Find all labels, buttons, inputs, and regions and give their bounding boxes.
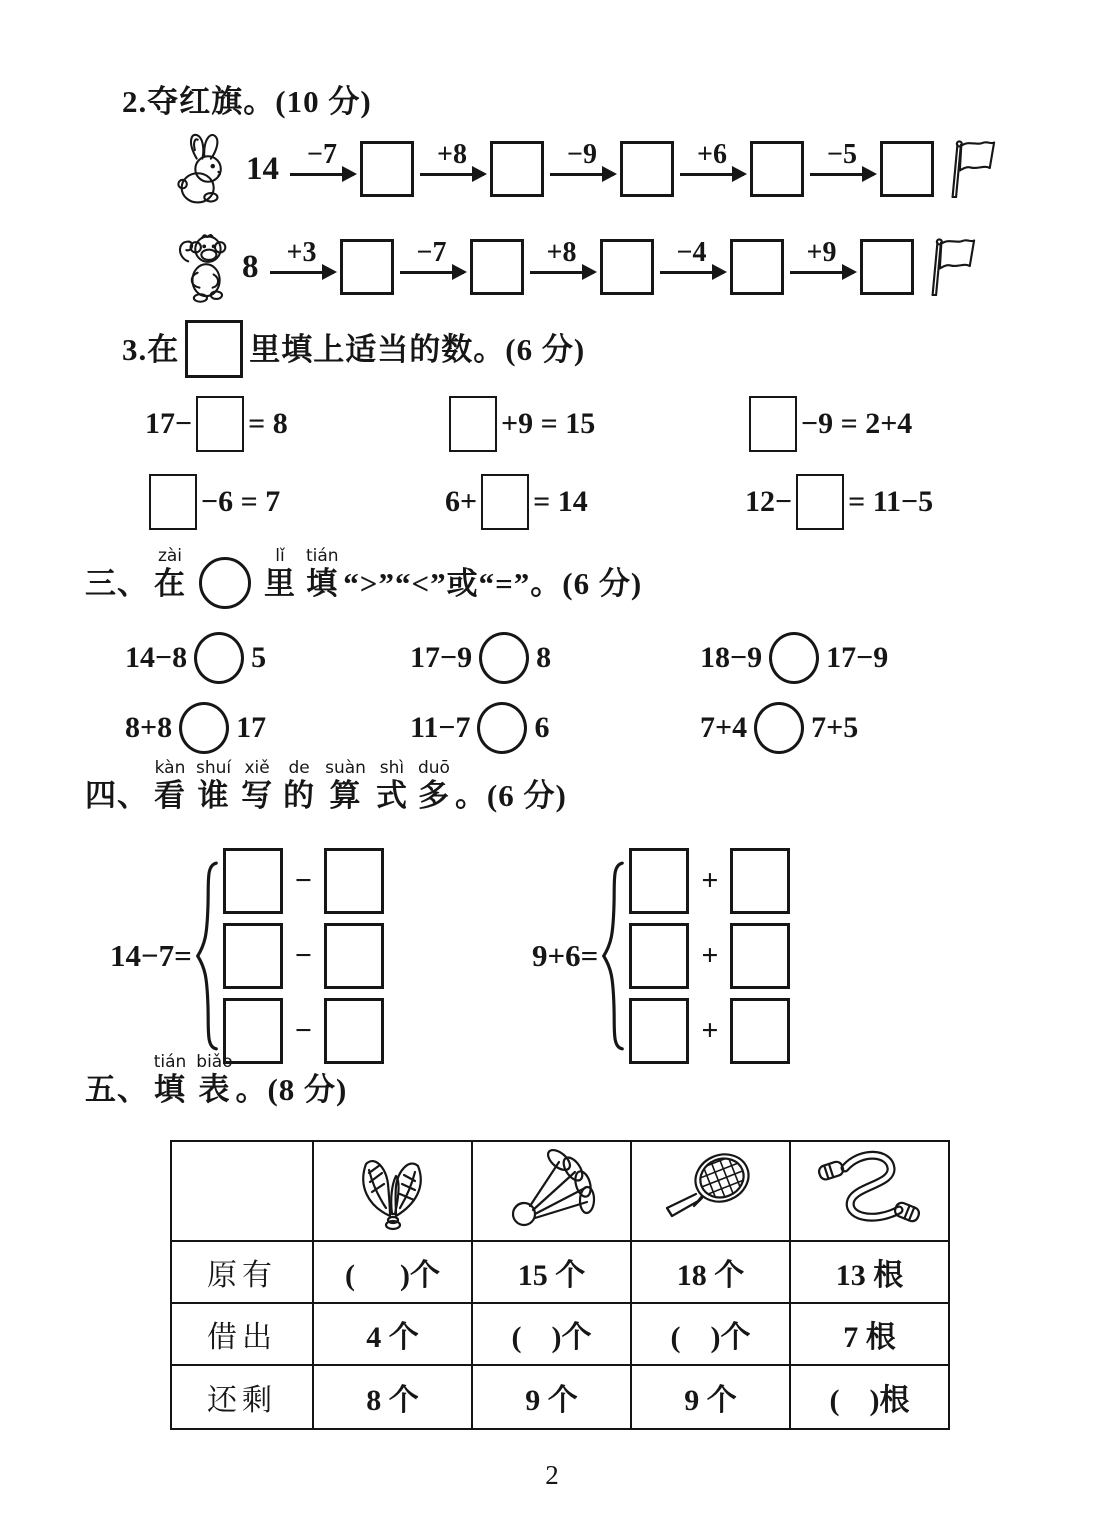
equation [445,474,745,530]
section5-title [85,1054,347,1109]
row-label: 原有 [171,1241,313,1303]
equation-post: −9 = 2+4 [801,407,913,440]
expression-group-subtraction [110,848,384,1064]
hanzi-with-pinyin: 填tián [306,546,339,601]
comparison [125,632,410,684]
comparison-grid [125,632,965,754]
equation [145,396,445,452]
hanzi-with-pinyin: 写xiě [241,758,274,813]
row-label: 还剩 [171,1365,313,1429]
answer-box[interactable] [629,998,689,1064]
answer-box[interactable] [730,998,790,1064]
rabbit-icon [176,129,242,209]
answer-box[interactable] [324,848,384,914]
section4-number: 四、 [85,778,149,813]
expression-row [629,923,790,989]
op-step [417,140,487,176]
table-cell: 4 个 [313,1303,472,1365]
op-label: +9 [806,236,837,268]
equation-pre: 6+ [445,485,478,518]
table-cell-blank[interactable]: ( )个 [313,1241,472,1303]
group-label: 9+6= [532,938,599,973]
hanzi-with-pinyin: 算suàn [325,758,366,813]
op-step [287,140,357,176]
table-cell: 9 个 [472,1365,631,1429]
table-cell: 15 个 [472,1241,631,1303]
answer-box[interactable] [223,848,283,914]
answer-box[interactable] [730,239,784,295]
number-chain-rabbit [176,128,997,210]
number-chain-monkey [176,226,977,308]
answer-box[interactable] [620,141,674,197]
answer-box[interactable] [880,141,934,197]
question3-title-pre: 3.在 [122,332,180,368]
jump-rope-icon [790,1141,949,1241]
op-step [787,238,857,274]
table-cell: 13 根 [790,1241,949,1303]
table-cell: 9 个 [631,1365,790,1429]
operator: + [701,939,719,972]
expression-group-addition [532,848,790,1064]
equation-post: −6 = 7 [201,485,281,518]
table-row [171,1365,949,1429]
question2-title: 2.夺红旗。(10 分) [122,84,372,119]
comparison-left: 7+4 [700,711,748,744]
table-cell-blank[interactable]: ( )根 [790,1365,949,1429]
answer-box[interactable] [796,474,844,530]
section3-number: 三、 [85,566,149,601]
op-label: −9 [567,138,597,170]
equation-grid [145,396,955,530]
arrow-right-icon [290,173,354,176]
curly-brace-icon [194,853,220,1059]
arrow-right-icon [680,173,744,176]
chain-start-value: 14 [246,150,279,187]
answer-box[interactable] [149,474,197,530]
comparison [410,702,700,754]
comparison [125,702,410,754]
comparison-left: 11−7 [410,711,471,744]
answer-box[interactable] [490,141,544,197]
answer-box[interactable] [730,848,790,914]
answer-circle[interactable] [754,702,804,754]
comparison [410,632,700,684]
equation-pre: 12− [745,485,793,518]
equation-post: +9 = 15 [501,407,596,440]
comparison-left: 17−9 [410,641,473,674]
page-number: 2 [545,1460,559,1490]
flag-icon [941,137,997,201]
op-label: −5 [827,138,857,170]
monkey-icon [176,227,238,307]
table-cell: 18 个 [631,1241,790,1303]
arrow-right-icon [550,173,614,176]
op-step [547,140,617,176]
answer-box[interactable] [730,923,790,989]
equation [445,396,745,452]
hanzi-with-pinyin: 多duō [417,758,450,813]
op-label: +6 [697,138,727,170]
hanzi-with-pinyin: 看kàn [154,758,186,813]
group-label: 14−7= [110,938,192,973]
table-row [171,1241,949,1303]
answer-circle[interactable] [479,632,529,684]
op-label: +8 [546,236,577,268]
answer-box[interactable] [750,141,804,197]
answer-box[interactable] [223,923,283,989]
table-corner-cell [171,1141,313,1241]
jianzi-icon [313,1141,472,1241]
comparison-right: 5 [251,641,267,674]
op-step [397,238,467,274]
equation [745,474,955,530]
op-step [807,140,877,176]
equation [745,396,955,452]
table-cell: 8 个 [313,1365,472,1429]
comparison-left: 8+8 [125,711,173,744]
equation-post: = 8 [248,407,288,440]
answer-circle[interactable] [769,632,819,684]
answer-box[interactable] [749,396,797,452]
hanzi-with-pinyin: 填tián [153,1052,187,1107]
answer-box[interactable] [196,396,244,452]
hanzi-with-pinyin: 谁shuí [196,758,232,813]
chain-start-value: 8 [242,248,259,285]
arrow-right-icon [420,173,484,176]
section5-number: 五、 [85,1072,149,1107]
answer-box[interactable] [449,396,497,452]
comparison-left: 18−9 [700,641,763,674]
op-label: +8 [437,138,467,170]
comparison-right: 17−9 [826,641,889,674]
equation-post: = 14 [533,485,588,518]
op-step [527,238,597,274]
expression-row [223,848,384,914]
hanzi-with-pinyin: 表biǎo [196,1052,233,1107]
operator: + [701,1014,719,1047]
arrow-right-icon [530,271,594,274]
answer-circle[interactable] [179,702,229,754]
row-label: 借出 [171,1303,313,1365]
section3-title [85,548,642,617]
hanzi-with-pinyin: 在zài [154,546,186,601]
answer-box[interactable] [185,320,243,378]
table-row [171,1303,949,1365]
shuttlecock-icon [472,1141,631,1241]
arrow-right-icon [810,173,874,176]
arrow-right-icon [400,271,464,274]
hanzi-with-pinyin: 式shì [375,758,408,813]
comparison [700,702,965,754]
expression-column [629,848,790,1064]
racket-icon [631,1141,790,1241]
section4-title-rest: 。(6 分) [454,778,567,813]
hanzi-with-pinyin: 里lǐ [264,546,296,601]
flag-icon [921,235,977,299]
answer-box[interactable] [470,239,524,295]
comparison-right: 6 [534,711,550,744]
arrow-right-icon [270,271,334,274]
op-label: −7 [307,138,337,170]
operator: − [294,939,312,972]
fill-in-table [170,1140,950,1430]
arrow-right-icon [790,271,854,274]
equation [145,474,445,530]
comparison-right: 8 [536,641,552,674]
table-cell: 7 根 [790,1303,949,1365]
answer-circle[interactable] [477,702,527,754]
answer-box[interactable] [324,923,384,989]
answer-box[interactable] [629,923,689,989]
curly-brace-icon [600,853,626,1059]
answer-box[interactable] [600,239,654,295]
question3-title [122,320,585,386]
arrow-right-icon [660,271,724,274]
answer-circle[interactable] [194,632,244,684]
equation-post: = 11−5 [848,485,934,518]
question3-title-post: 里填上适当的数。(6 分) [249,332,586,368]
expression-row [629,848,790,914]
op-step [267,238,337,274]
op-label: +3 [286,236,317,268]
expression-column [223,848,384,1064]
op-label: −7 [416,236,447,268]
answer-box[interactable] [340,239,394,295]
comparison [700,632,965,684]
table-cell-blank[interactable]: ( )个 [472,1303,631,1365]
comparison-left: 14−8 [125,641,188,674]
op-step [677,140,747,176]
operator: − [294,864,312,897]
expression-row [223,923,384,989]
comparison-right: 17 [236,711,267,744]
answer-box[interactable] [360,141,414,197]
hanzi-with-pinyin: 的de [283,758,316,813]
section5-title-rest: 。(8 分) [235,1072,348,1107]
comparison-right: 7+5 [811,711,859,744]
op-label: −4 [676,236,707,268]
table-header-row [171,1141,949,1241]
equation-pre: 17− [145,407,193,440]
answer-box[interactable] [629,848,689,914]
answer-circle[interactable] [199,557,251,609]
answer-box[interactable] [481,474,529,530]
section4-title [85,760,567,815]
section3-title-rest: “>”“<”或“=”。(6 分) [343,566,643,601]
table-cell-blank[interactable]: ( )个 [631,1303,790,1365]
op-step [657,238,727,274]
expression-row [629,998,790,1064]
operator: − [294,1014,312,1047]
operator: + [701,864,719,897]
answer-box[interactable] [860,239,914,295]
